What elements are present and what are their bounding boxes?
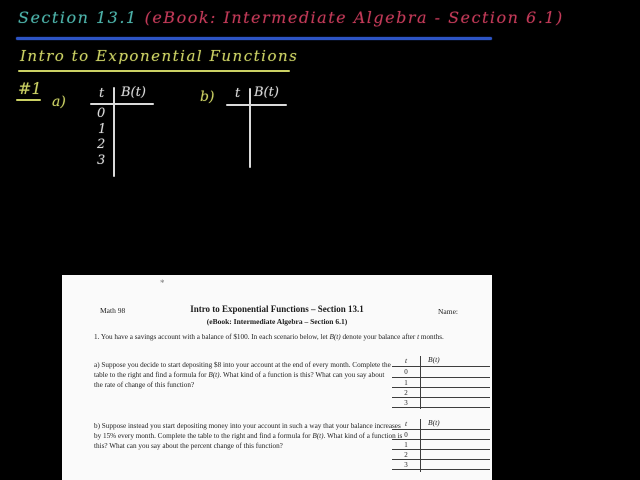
table-rule — [392, 366, 490, 367]
table-cell-t: 1 — [404, 378, 408, 387]
handwritten-table-a — [90, 84, 160, 179]
table-cell-t: 0 — [404, 368, 408, 376]
problem-number: #1 — [18, 79, 42, 98]
table-b-col-bt-header: B(t) — [254, 85, 279, 100]
table-rule — [392, 407, 490, 408]
printed-table-b-col-t: t — [405, 419, 408, 428]
table-cell-t: 0 — [404, 430, 408, 439]
title-underline — [16, 37, 492, 40]
table-a-header-rule — [90, 103, 154, 105]
worksheet-subtitle: (eBook: Intermediate Algebra – Section 6.1) — [206, 317, 348, 326]
printed-table-a-col-t: t — [405, 356, 408, 365]
problem-number-underline — [16, 99, 41, 101]
table-a-t-value: 1 — [98, 122, 107, 137]
table-cell-t: 2 — [404, 388, 408, 397]
table-a-column-divider — [113, 87, 115, 177]
table-b-header-rule — [226, 104, 287, 106]
printed-table-a — [392, 355, 490, 411]
table-cell-t: 2 — [404, 450, 408, 459]
course-label: Math 98 — [100, 306, 126, 315]
table-column-divider — [420, 419, 421, 472]
printed-table-a-col-bt: B(t) — [428, 355, 440, 364]
worksheet-title: Intro to Exponential Functions – Section 13.1 — [190, 304, 364, 314]
table-b-column-divider — [249, 88, 251, 168]
table-a-t-value: 2 — [97, 137, 106, 152]
part-b-label: b) — [200, 89, 215, 105]
table-cell-t: 1 — [404, 440, 408, 449]
table-cell-t: 3 — [404, 398, 408, 407]
part-a-label: a) — [52, 94, 66, 110]
handwritten-lesson-title: Intro to Exponential Functions — [20, 47, 299, 65]
lesson-title-underline — [18, 70, 290, 72]
stray-pen-mark: * — [160, 278, 165, 288]
table-a-t-value: 3 — [97, 153, 106, 168]
table-a-col-t-header: t — [99, 86, 105, 101]
handwritten-section-title: Section 13.1 — [18, 8, 138, 27]
table-cell-t: 3 — [404, 460, 408, 469]
table-a-col-bt-header: B(t) — [121, 85, 146, 100]
table-a-t-value: 0 — [97, 106, 106, 121]
name-field-label: Name: — [438, 307, 458, 316]
worksheet-document — [62, 275, 492, 480]
problem-1b-text: b) Suppose instead you start depositing money into your account in such a way that your balance increases by 15% every month. Complete the table to the right and find a formula for B(t). What kind of a function is this? What can you say about the percent change of this function? — [94, 422, 403, 450]
handwritten-ebook-reference: (eBook: Intermediate Algebra - Section 6.1) — [144, 8, 564, 27]
problem-1a-text: a) Suppose you decide to start depositing $8 into your account at the end of every month. Complete the table to the right and find a formula for B(t). What kind of a function is this? What can you say about the rate of change of this function? — [94, 361, 391, 389]
printed-table-b-col-bt: B(t) — [428, 418, 440, 427]
handwritten-table-b — [226, 84, 296, 174]
table-rule — [392, 469, 490, 470]
handwritten-title-line — [18, 8, 564, 27]
table-b-col-t-header: t — [235, 86, 241, 101]
printed-table-b — [392, 418, 490, 476]
problem-1-intro: 1. You have a savings account with a balance of $100. In each scenario below, let B(t) denote your balance after t months. — [94, 333, 444, 341]
table-column-divider — [420, 356, 421, 409]
